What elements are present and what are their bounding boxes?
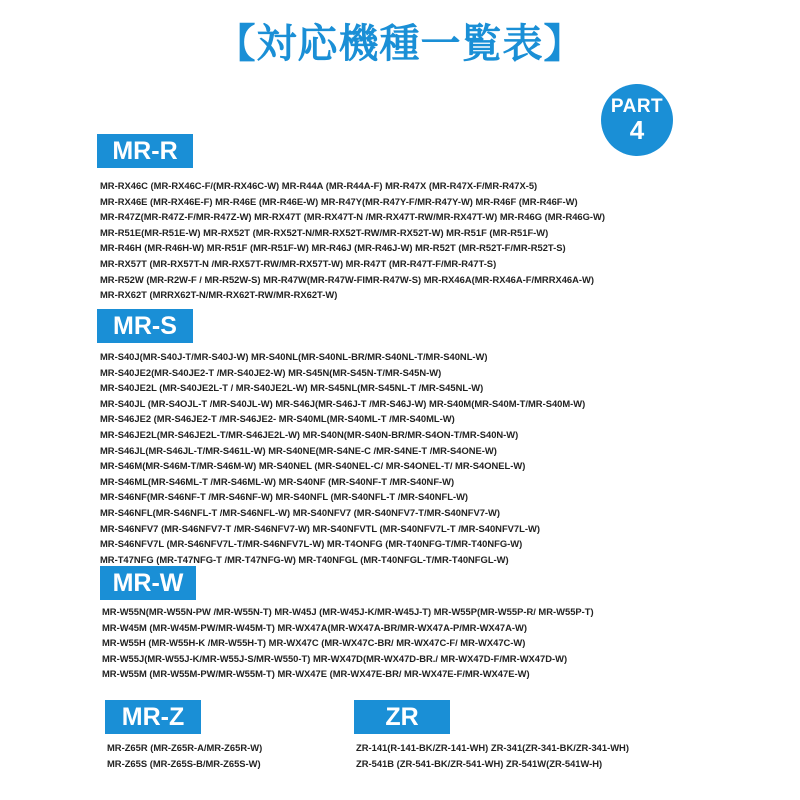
page-title: 【対応機種一覧表】 (215, 21, 585, 67)
model-line: MR-S46JE2 (MR-S46JE2-T /MR-S46JE2- MR-S40ML(MR-S40ML-T /MR-S40ML-W) (100, 413, 455, 425)
model-line: MR-S40J(MR-S40J-T/MR-S40J-W) MR-S40NL(MR-S40NL-BR/MR-S40NL-T/MR-S40NL-W) (100, 351, 488, 362)
model-line: MR-S40JL (MR-S4OJL-T /MR-S40JL-W) MR-S46J(MR-S46J-T /MR-S46J-W) MR-S40M(MR-S40M-T/MR-S40M-W) (100, 397, 586, 409)
model-line: MR-R51E(MR-R51E-W) MR-RX52T (MR-RX52T-N/MR-RX52T-RW/MR-RX52T-W) MR-R51F (MR-R51F-W) (100, 226, 549, 238)
model-line: MR-Z65S (MR-Z65S-B/MR-Z65S-W) (107, 757, 261, 769)
model-line: MR-RX46E (MR-RX46E-F) MR-R46E (MR-R46E-W) MR-R47Y(MR-R47Y-F/MR-R47Y-W) MR-R46F (MR-R46F-W) (100, 195, 578, 207)
part-badge-label: PART (610, 96, 664, 117)
model-line: MR-Z65R (MR-Z65R-A/MR-Z65R-W) (107, 742, 263, 753)
model-list-mr-z (107, 740, 262, 771)
model-line: MR-W55H (MR-W55H-K /MR-W55H-T) MR-WX47C (MR-WX47C-BR/ MR-WX47C-F/ MR-WX47C-W) (102, 637, 526, 649)
model-list-mr-r (100, 178, 605, 303)
section-label-mr-w: MR-W (100, 566, 196, 600)
model-line: MR-T47NFG (MR-T47NFG-T /MR-T47NFG-W) MR-T40NFGL (MR-T40NFGL-T/MR-T40NFGL-W) (100, 553, 509, 565)
model-list-mr-w (102, 604, 594, 682)
model-line: MR-RX62T (MRRX62T-N/MR-RX62T-RW/MR-RX62T-W) (100, 289, 338, 301)
model-line: MR-W55N(MR-W55N-PW /MR-W55N-T) MR-W45J (MR-W45J-K/MR-W45J-T) MR-W55P(MR-W55P-R/ MR-W55P-T) (102, 606, 594, 617)
model-list-mr-s (100, 349, 585, 567)
model-line: MR-S40JE2(MR-S40JE2-T /MR-S40JE2-W) MR-S45N(MR-S45N-T/MR-S45N-W) (100, 366, 442, 378)
part-badge-number: 4 (629, 115, 645, 145)
model-list-zr (356, 740, 629, 771)
model-line: MR-RX46C (MR-RX46C-F/(MR-RX46C-W) MR-R44A (MR-R44A-F) MR-R47X (MR-R47X-F/MR-R47X-5) (100, 180, 538, 191)
model-line: MR-W55M (MR-W55M-PW/MR-W55M-T) MR-WX47E (MR-WX47E-BR/ MR-WX47E-F/MR-WX47E-W) (102, 668, 530, 680)
model-line: MR-S46JL(MR-S46JL-T/MR-S461L-W) MR-S40NE(MR-S4NE-C /MR-S4NE-T /MR-S4ONE-W) (100, 444, 497, 456)
section-label-mr-s: MR-S (97, 309, 193, 343)
model-line: MR-S46NFV7 (MR-S46NFV7-T /MR-S46NFV7-W) MR-S40NFVTL (MR-S40NFV7L-T /MR-S40NFV7L-W) (100, 522, 540, 534)
section-label-zr: ZR (354, 700, 450, 734)
model-line: ZR-541B (ZR-541-BK/ZR-541-WH) ZR-541W(ZR-541W-H) (356, 757, 603, 769)
model-line: MR-R52W (MR-R2W-F / MR-R52W-S) MR-R47W(MR-R47W-FIMR-R47W-S) MR-RX46A(MR-RX46A-F/MRRX46A-W) (100, 273, 595, 285)
model-line: MR-RX57T (MR-RX57T-N /MR-RX57T-RW/MR-RX57T-W) MR-R47T (MR-R47T-F/MR-R47T-S) (100, 257, 497, 269)
model-line: MR-S46NF(MR-S46NF-T /MR-S46NF-W) MR-S40NFL (MR-S40NFL-T /MR-S40NFL-W) (100, 491, 469, 503)
model-line: MR-R47Z(MR-R47Z-F/MR-R47Z-W) MR-RX47T (MR-RX47T-N /MR-RX47T-RW/MR-RX47T-W) MR-R46G (MR-R46G-W) (100, 211, 606, 223)
model-line: MR-S46JE2L(MR-S46JE2L-T/MR-S46JE2L-W) MR-S40N(MR-S40N-BR/MR-S4ON-T/MR-S40N-W) (100, 428, 519, 440)
model-line: MR-W45M (MR-W45M-PW/MR-W45M-T) MR-WX47A(MR-WX47A-BR/MR-WX47A-P/MR-WX47A-W) (102, 621, 527, 633)
section-label-mr-z: MR-Z (105, 700, 201, 734)
section-label-mr-r: MR-R (97, 134, 193, 168)
model-line: MR-W55J(MR-W55J-K/MR-W55J-S/MR-W550-T) MR-WX47D(MR-WX47D-BR./ MR-WX47D-F/MR-WX47D-W) (102, 652, 568, 664)
model-line: MR-S46ML(MR-S46ML-T /MR-S46ML-W) MR-S40NF (MR-S40NF-T /MR-S40NF-W) (100, 475, 455, 487)
model-line: MR-S40JE2L (MR-S40JE2L-T / MR-S40JE2L-W) MR-S45NL(MR-S45NL-T /MR-S45NL-W) (100, 382, 484, 394)
model-line: MR-S46NFL(MR-S46NFL-T /MR-S46NFL-W) MR-S40NFV7 (MR-S40NFV7-T/MR-S40NFV7-W) (100, 506, 501, 518)
model-line: MR-R46H (MR-R46H-W) MR-R51F (MR-R51F-W) MR-R46J (MR-R46J-W) MR-R52T (MR-R52T-F/MR-R52T-S) (100, 242, 566, 254)
model-line: ZR-141(R-141-BK/ZR-141-WH) ZR-341(ZR-341-BK/ZR-341-WH) (356, 742, 629, 753)
model-line: MR-S46NFV7L (MR-S46NFV7L-T/MR-S46NFV7L-W) MR-T4ONFG (MR-T40NFG-T/MR-T40NFG-W) (100, 538, 523, 550)
model-line: MR-S46M(MR-S46M-T/MR-S46M-W) MR-S40NEL (MR-S40NEL-C/ MR-S4ONEL-T/ MR-S4ONEL-W) (100, 460, 526, 472)
part-badge (601, 84, 673, 156)
